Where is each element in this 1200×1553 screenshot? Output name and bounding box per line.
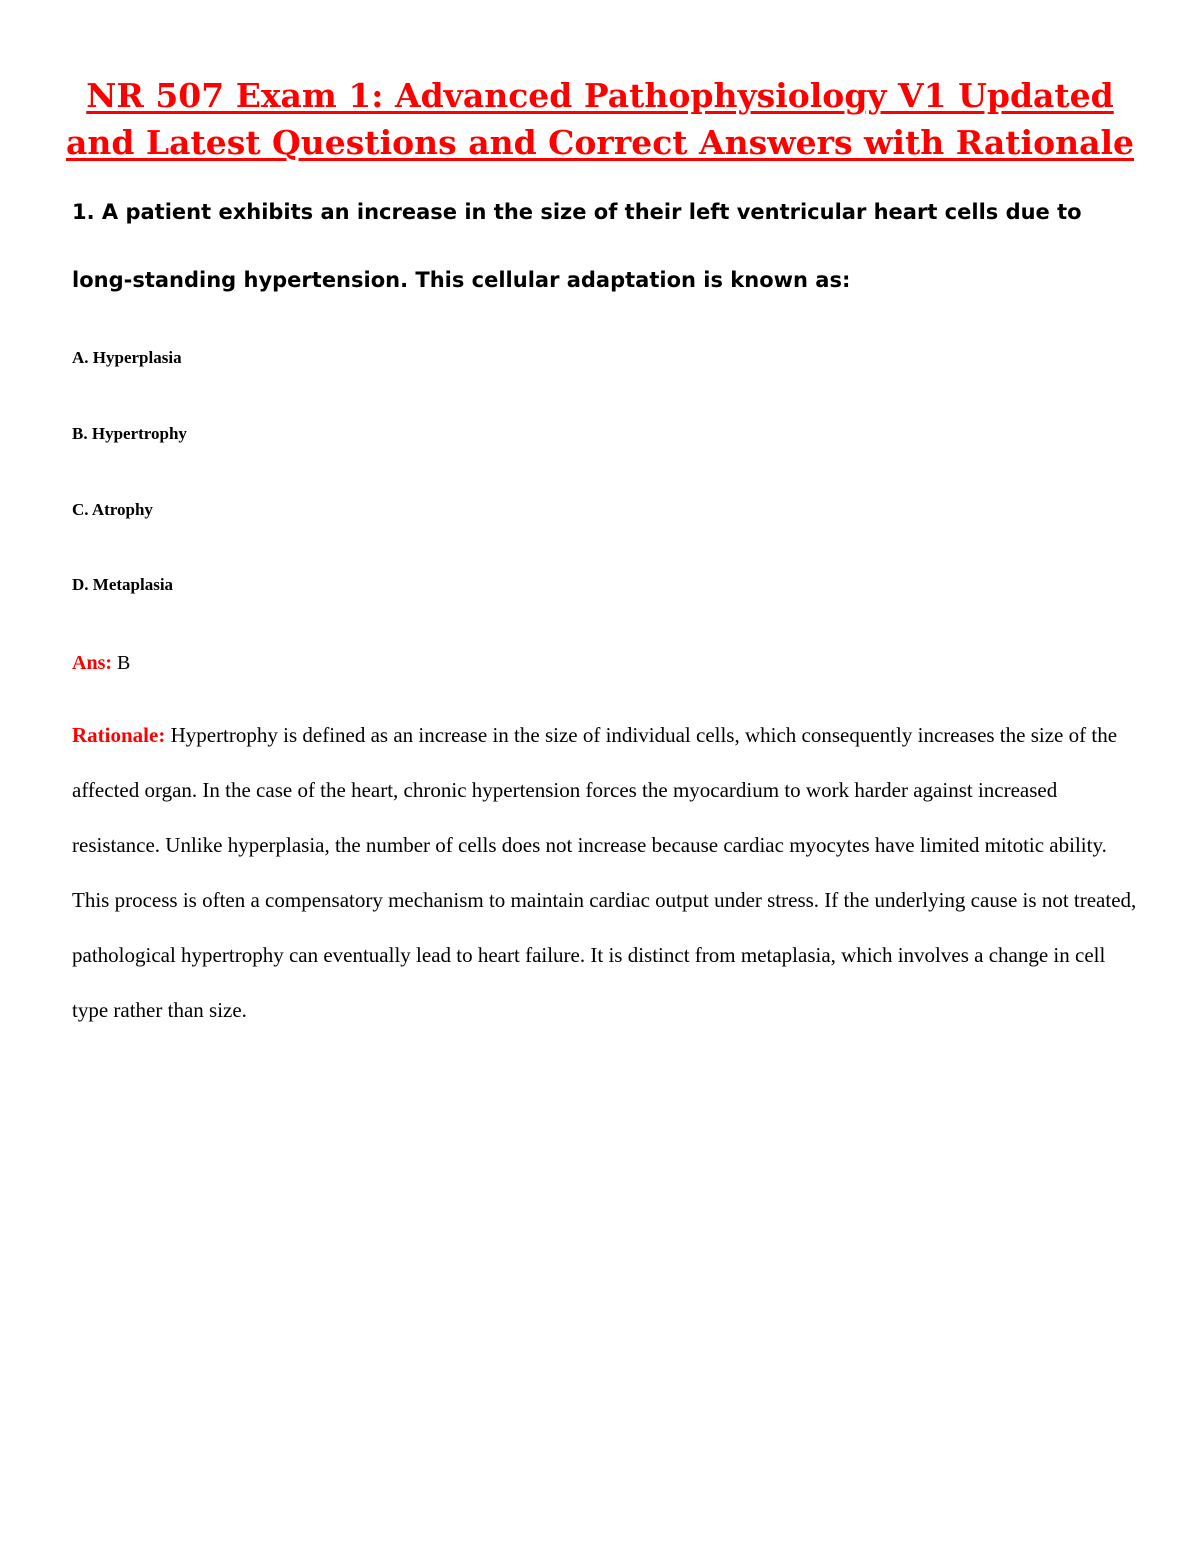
option-text: Atrophy [91, 500, 153, 519]
option-b [72, 422, 187, 446]
document-title: NR 507 Exam 1: Advanced Pathophysiology V1 Updated and Latest Questions and Correct Answers with Rationale [65, 76, 1134, 162]
option-text: Metaplasia [92, 575, 174, 594]
rationale-label: Rationale: [72, 723, 166, 747]
option-letter: A. [72, 348, 89, 367]
question-stem [72, 178, 1132, 314]
option-text: Hyperplasia [92, 348, 182, 367]
option-c [72, 498, 153, 522]
option-letter: D. [72, 575, 89, 594]
answer-value: B [117, 652, 131, 674]
option-d [72, 573, 173, 597]
answer-label: Ans: [72, 652, 113, 674]
answer-line [72, 649, 130, 677]
option-text: Hypertrophy [91, 424, 187, 443]
question-text: A patient exhibits an increase in the size of their left ventricular heart cells due to long-standing hypertension. This cellular adaptation is known as: [72, 200, 1082, 292]
option-letter: C. [72, 500, 89, 519]
rationale-text: Hypertrophy is defined as an increase in the size of individual cells, which consequently increases the size of the affected organ. In the case of the heart, chronic hypertension forces the myocardium to work harder against increased resistance. Unlike hyperplasia, the number of cells does not increase because cardiac myocytes have limited mitotic ability. This process is often a compensatory mechanism to maintain cardiac output under stress. If the underlying cause is not treated, pathological hypertrophy can eventually lead to heart failure. It is distinct from metaplasia, which involves a change in cell type rather than size. [72, 723, 1137, 1022]
option-letter: B. [72, 424, 88, 443]
question-number: 1. [72, 200, 95, 224]
rationale-paragraph [72, 708, 1142, 1038]
option-a [72, 346, 182, 370]
